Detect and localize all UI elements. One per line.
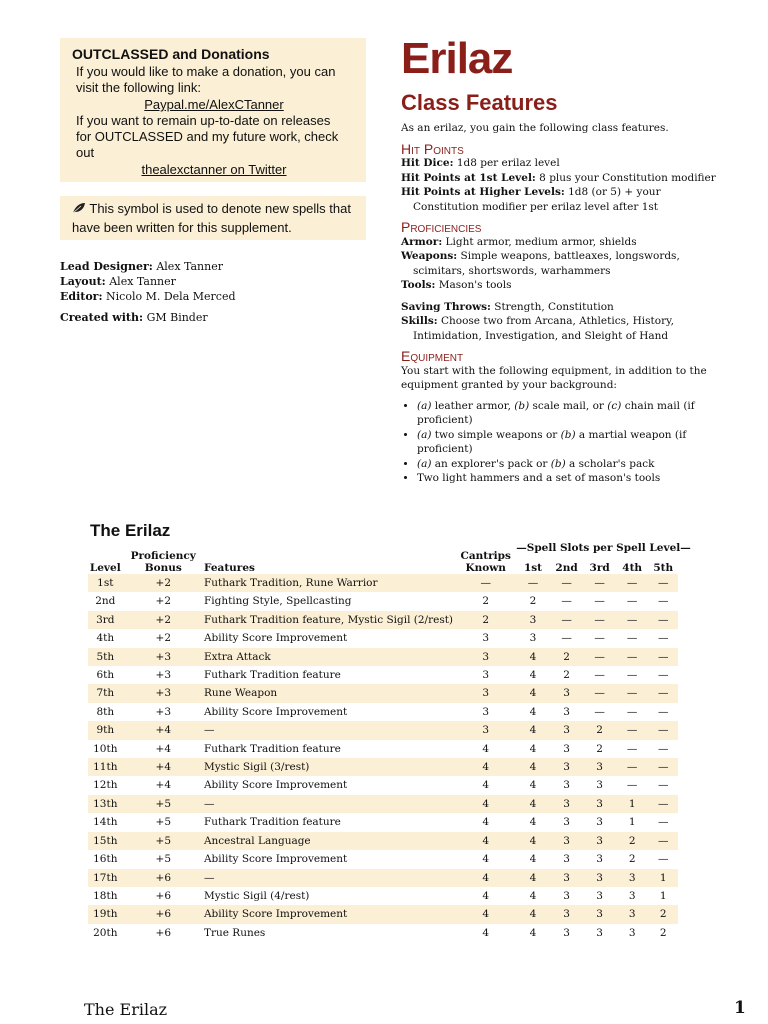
skills-value: Choose two from Arcana, Athletics, History, Intimidation, Investigation, and Sleight of Hand	[413, 315, 674, 342]
donation-note	[60, 38, 366, 182]
table-cell: —	[657, 632, 669, 645]
table-cell: 6th	[96, 669, 115, 682]
table-cell: 3	[550, 869, 584, 887]
table-cell: 13th	[88, 795, 123, 813]
table-cell: 3	[628, 889, 636, 902]
table-cell: +2	[155, 632, 171, 645]
col-header-slot-1: —Spell Slots per Spell Level— 1st	[516, 542, 691, 574]
layout-value: Alex Tanner	[109, 275, 176, 288]
col-header-slot-4: 4th	[622, 562, 643, 574]
table-cell: +4	[155, 742, 171, 755]
table-cell: 2	[583, 721, 616, 739]
col-header-slot-3: 3rd	[589, 562, 610, 574]
equipment-list	[401, 399, 721, 486]
erilaz-progression-table	[88, 542, 691, 942]
table-cell: 4	[516, 758, 550, 776]
table-cell: —	[657, 669, 669, 682]
table-cell: 2	[648, 905, 678, 923]
table-cell: 2	[628, 853, 636, 866]
skills-label: Skills:	[401, 315, 438, 327]
table-cell: —	[561, 595, 572, 608]
table-cell: +3	[123, 684, 204, 702]
table-cell: 3	[455, 648, 516, 666]
table-cell: —	[648, 611, 678, 629]
twitter-link[interactable]: thealexctanner on Twitter	[141, 162, 287, 177]
table-cell: 4	[482, 889, 490, 902]
table-cell: —	[616, 758, 649, 776]
table-cell: 4	[529, 779, 537, 792]
table-cell: 4th	[96, 632, 115, 645]
table-cell: 4	[455, 869, 516, 887]
table-cell: 3	[596, 889, 603, 902]
page-number: 1	[734, 998, 746, 1018]
table-cell: 4	[482, 926, 490, 939]
table-cell: 3	[516, 611, 550, 629]
table-cell: 2	[596, 742, 603, 755]
table-cell: +5	[155, 853, 171, 866]
table-cell: —	[561, 632, 572, 645]
table-cell: Futhark Tradition feature	[203, 669, 341, 682]
table-row	[88, 721, 678, 739]
table-cell: 3	[596, 926, 603, 939]
armor-label: Armor:	[401, 235, 443, 248]
table-cell: Futhark Tradition, Rune Warrior	[204, 574, 455, 592]
table-cell: 3	[550, 905, 584, 923]
table-cell: 8th	[96, 705, 115, 718]
intro-text: As an erilaz, you gain the following class features.	[401, 122, 669, 134]
table-cell: 3	[482, 669, 490, 682]
table-cell: 3	[583, 758, 616, 776]
table-cell: 3	[563, 705, 570, 718]
table-cell: 3rd	[88, 611, 123, 629]
list-item: • (a) leather armor, (b) scale mail, or (c) chain mail (if proficient)	[417, 399, 721, 428]
table-row	[88, 574, 678, 592]
table-cell: 3	[583, 832, 616, 850]
table-row	[88, 795, 678, 813]
footer-title: The Erilaz	[84, 1000, 168, 1019]
table-cell: 4	[516, 684, 550, 702]
col-header-level: Level	[89, 562, 121, 574]
table-cell: 3	[482, 705, 490, 718]
credits	[60, 259, 236, 325]
leaf-icon	[72, 202, 86, 214]
table-row	[88, 850, 678, 868]
table-cell: Rune Weapon	[204, 684, 455, 702]
table-cell: +6	[123, 869, 204, 887]
table-cell: 3	[455, 684, 516, 702]
table-cell: 1	[628, 816, 636, 829]
table-cell: 3	[563, 742, 570, 755]
table-cell: Mystic Sigil (3/rest)	[204, 758, 455, 776]
created-label: Created with:	[60, 311, 144, 324]
table-cell: —	[648, 758, 678, 776]
table-cell: +3	[155, 705, 171, 718]
hit-points-heading: Hit Points	[401, 140, 464, 157]
table-cell: 1	[659, 889, 667, 902]
table-cell: —	[626, 669, 638, 682]
table-cell: 2	[482, 595, 490, 608]
table-cell: 2	[616, 832, 649, 850]
table-cell: 3	[596, 853, 603, 866]
table-cell: 4	[482, 853, 490, 866]
table-cell: 5th	[88, 648, 123, 666]
table-cell: —	[626, 595, 638, 608]
hit-dice-label: Hit Dice:	[401, 157, 454, 169]
table-cell: —	[616, 574, 649, 592]
table-cell: —	[626, 632, 638, 645]
table-cell: —	[657, 705, 669, 718]
table-cell: —	[648, 684, 678, 702]
table-cell: Ancestral Language	[204, 832, 455, 850]
table-cell: 3	[583, 869, 616, 887]
table-cell: +5	[155, 816, 171, 829]
table-cell: 4	[455, 795, 516, 813]
table-cell: —	[455, 574, 516, 592]
table-cell: —	[657, 853, 669, 866]
table-cell: —	[516, 574, 550, 592]
hit-dice-value: 1d8 per erilaz level	[456, 157, 560, 169]
table-cell: —	[657, 595, 669, 608]
table-cell: 4	[455, 832, 516, 850]
table-cell: +2	[123, 574, 204, 592]
table-cell: 4	[529, 926, 537, 939]
table-cell: +5	[123, 795, 204, 813]
table-cell: —	[616, 721, 649, 739]
table-cell: —	[204, 869, 455, 887]
editor-value: Nicolo M. Dela Merced	[106, 290, 236, 303]
table-cell: 1	[616, 795, 649, 813]
col-header-cantrips: Cantrips Known	[460, 550, 511, 574]
table-cell: 1	[648, 869, 678, 887]
table-cell: +5	[123, 832, 204, 850]
table-cell: Futhark Tradition feature	[203, 742, 341, 755]
armor-value: Light armor, medium armor, shields	[445, 235, 637, 248]
table-cell: —	[648, 795, 678, 813]
symbol-note-text: have been written for this supplement.	[72, 220, 292, 235]
table-cell: —	[657, 816, 669, 829]
table-cell: True Runes	[203, 926, 266, 939]
table-cell: 4	[516, 869, 550, 887]
table-cell: 20th	[93, 926, 118, 939]
saves-value: Strength, Constitution	[494, 300, 614, 313]
table-cell: —	[626, 705, 638, 718]
class-features-body	[401, 121, 721, 486]
list-item: • (a) an explorer's pack or (b) a scholar's pack	[417, 457, 721, 472]
table-cell: —	[594, 669, 605, 682]
hp-first-value: 8 plus your Constitution modifier	[539, 171, 716, 184]
table-cell: —	[204, 721, 455, 739]
page-title: Erilaz	[401, 34, 513, 83]
table-cell: 3	[550, 758, 584, 776]
table-cell: Fighting Style, Spellcasting	[203, 595, 352, 608]
table-cell: 2nd	[95, 595, 116, 608]
layout-label: Layout:	[60, 275, 106, 288]
table-cell: 2	[659, 926, 667, 939]
table-cell: 3	[550, 684, 584, 702]
table-cell: 4	[516, 648, 550, 666]
table-cell: —	[583, 648, 616, 666]
table-row	[88, 869, 678, 887]
donation-text: If you would like to make a donation, you can	[76, 64, 336, 79]
table-cell: 4	[482, 742, 490, 755]
table-cell: 4	[529, 742, 537, 755]
table-row	[88, 758, 678, 776]
table-row	[88, 648, 678, 666]
col-header-slot-5: 5th	[653, 562, 674, 574]
table-cell: 11th	[88, 758, 123, 776]
table-cell: 19th	[88, 905, 123, 923]
table-cell: 2	[455, 611, 516, 629]
designer-value: Alex Tanner	[156, 260, 223, 273]
weapons-value: Simple weapons, battleaxes, longswords, scimitars, shortswords, warhammers	[413, 250, 680, 277]
table-cell: 4	[516, 721, 550, 739]
table-cell: 9th	[88, 721, 123, 739]
designer-label: Lead Designer:	[60, 260, 153, 273]
table-cell: Ability Score Improvement	[204, 905, 455, 923]
table-row	[88, 924, 678, 942]
table-cell: —	[648, 574, 678, 592]
saves-label: Saving Throws:	[401, 300, 491, 313]
table-row	[88, 703, 678, 721]
table-row	[88, 813, 678, 831]
table-cell: +6	[155, 889, 171, 902]
equipment-heading: Equipment	[401, 348, 464, 364]
list-item: • (a) two simple weapons or (b) a martial weapon (if proficient)	[417, 428, 721, 457]
table-cell: —	[583, 611, 616, 629]
table-cell: —	[616, 611, 649, 629]
table-cell: 3	[563, 816, 570, 829]
table-row	[88, 887, 678, 905]
table-cell: 3	[550, 721, 584, 739]
col-header-proficiency: Proficiency Bonus	[130, 550, 196, 574]
table-row	[88, 832, 678, 850]
table-row	[88, 629, 678, 647]
table-cell: —	[648, 648, 678, 666]
table-cell: —	[626, 742, 638, 755]
table-row	[88, 611, 678, 629]
table-cell: 17th	[88, 869, 123, 887]
table-cell: 15th	[88, 832, 123, 850]
table-cell: —	[616, 648, 649, 666]
table-cell: 3	[616, 905, 649, 923]
proficiencies-heading: Proficiencies	[401, 219, 482, 235]
hp-higher-value: 1d8 (or 5) + your Constitution modifier per erilaz level after 1st	[413, 186, 661, 213]
updates-text: If you want to remain up-to-date on releases	[76, 113, 331, 128]
table-cell: 4	[516, 905, 550, 923]
table-cell: +2	[123, 611, 204, 629]
table-cell: 16th	[93, 853, 118, 866]
table-cell: +4	[155, 779, 171, 792]
table-cell: 3	[583, 795, 616, 813]
table-cell: —	[550, 574, 584, 592]
table-cell: 3	[482, 632, 490, 645]
table-cell: 3	[563, 853, 570, 866]
table-cell: 4	[455, 758, 516, 776]
table-row	[88, 666, 678, 684]
table-cell: +4	[123, 721, 204, 739]
table-cell: 3	[596, 816, 603, 829]
tools-label: Tools:	[401, 279, 436, 291]
table-cell: Futhark Tradition feature, Mystic Sigil (2/rest)	[204, 611, 455, 629]
table-row	[88, 905, 678, 923]
editor-label: Editor:	[60, 290, 103, 303]
table-cell: 4	[516, 795, 550, 813]
table-cell: 3	[529, 632, 537, 645]
table-cell: —	[657, 742, 669, 755]
table-cell: —	[594, 705, 605, 718]
table-cell: 12th	[93, 779, 118, 792]
table-cell: —	[204, 795, 455, 813]
table-cell: Ability Score Improvement	[203, 705, 348, 718]
table-cell: 4	[529, 705, 537, 718]
hp-higher-label: Hit Points at Higher Levels:	[401, 186, 565, 198]
table-cell: +4	[123, 758, 204, 776]
col-header-slot-2: 2nd	[555, 562, 578, 574]
table-cell: +3	[123, 648, 204, 666]
table-cell: —	[626, 779, 638, 792]
updates-text: out	[76, 145, 95, 160]
table-cell: 4	[529, 889, 537, 902]
table-cell: 4	[529, 853, 537, 866]
table-cell: 4	[529, 669, 537, 682]
table-cell: Extra Attack	[204, 648, 455, 666]
table-title: The Erilaz	[90, 521, 171, 540]
table-cell: Ability Score Improvement	[203, 632, 348, 645]
equipment-intro: You start with the following equipment, in addition to the equipment granted by your background:	[401, 364, 707, 391]
table-row	[88, 740, 678, 758]
table-cell: 7th	[88, 684, 123, 702]
table-cell: 4	[482, 816, 490, 829]
table-cell: 3	[628, 926, 636, 939]
paypal-link[interactable]: Paypal.me/AlexCTanner	[144, 97, 284, 112]
table-cell: Ability Score Improvement	[203, 853, 348, 866]
table-cell: 4	[455, 905, 516, 923]
symbol-note-text: This symbol is used to denote new spells that	[89, 201, 351, 216]
table-cell: 2	[550, 648, 584, 666]
table-cell: —	[648, 721, 678, 739]
table-cell: 3	[455, 721, 516, 739]
list-item: • Two light hammers and a set of mason's tools	[417, 471, 721, 486]
table-cell: 2	[529, 595, 537, 608]
weapons-label: Weapons:	[401, 250, 458, 262]
table-cell: —	[550, 611, 584, 629]
table-cell: —	[657, 779, 669, 792]
table-cell: 3	[563, 779, 570, 792]
hp-first-label: Hit Points at 1st Level:	[401, 171, 536, 184]
table-cell: 3	[596, 779, 603, 792]
table-cell: 3	[616, 869, 649, 887]
table-cell: 3	[563, 926, 570, 939]
table-cell: 1st	[88, 574, 123, 592]
table-cell: 18th	[93, 889, 118, 902]
table-cell: 3	[583, 905, 616, 923]
symbol-note	[60, 196, 366, 240]
table-cell: +3	[155, 669, 171, 682]
table-row	[88, 592, 678, 610]
col-header-features: Features	[203, 562, 255, 574]
table-cell: 4	[482, 779, 490, 792]
table-cell: 4	[529, 816, 537, 829]
created-value: GM Binder	[146, 311, 208, 324]
updates-text: for OUTCLASSED and my future work, check	[76, 129, 339, 144]
tools-value: Mason's tools	[438, 279, 512, 291]
table-cell: 3	[563, 889, 570, 902]
table-cell: —	[583, 574, 616, 592]
table-cell: Ability Score Improvement	[203, 779, 348, 792]
table-cell: 2	[563, 669, 570, 682]
spell-slots-header: —Spell Slots per Spell Level—	[516, 542, 691, 554]
table-cell: +6	[123, 905, 204, 923]
table-cell: —	[648, 832, 678, 850]
section-title: Class Features	[401, 90, 558, 115]
table-cell: +6	[155, 926, 171, 939]
table-cell: +2	[155, 595, 171, 608]
table-cell: Mystic Sigil (4/rest)	[203, 889, 310, 902]
table-cell: 3	[550, 832, 584, 850]
table-cell: —	[594, 595, 605, 608]
table-cell: —	[594, 632, 605, 645]
table-row	[88, 684, 678, 702]
donation-text: visit the following link:	[76, 80, 201, 95]
table-row	[88, 776, 678, 794]
table-cell: Futhark Tradition feature	[203, 816, 341, 829]
donation-note-title: OUTCLASSED and Donations	[72, 46, 270, 62]
table-cell: 14th	[93, 816, 118, 829]
table-cell: —	[616, 684, 649, 702]
table-cell: 4	[516, 832, 550, 850]
table-cell: —	[583, 684, 616, 702]
table-cell: 3	[550, 795, 584, 813]
table-cell: 10th	[93, 742, 118, 755]
